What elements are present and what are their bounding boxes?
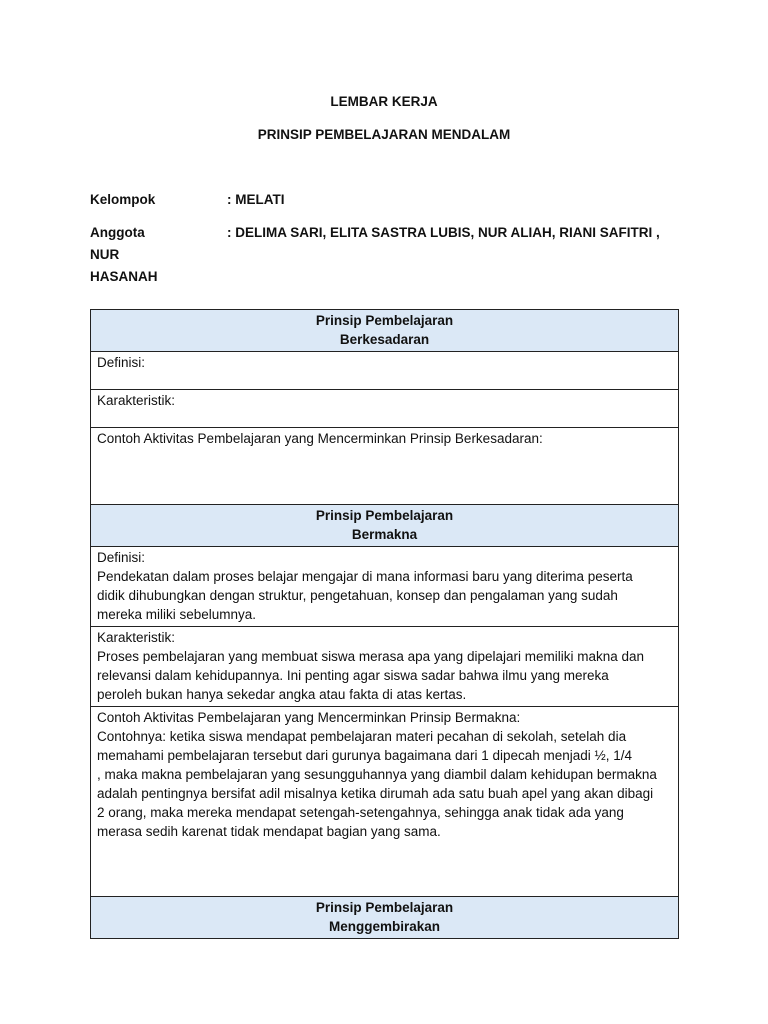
table-row — [91, 310, 679, 352]
contoh-text-line: merasa sedih karenat tidak mendapat bagian yang sama. — [97, 824, 441, 839]
definisi-cell[interactable] — [91, 352, 679, 390]
contoh-text-line: Contohnya: ketika siswa mendapat pembelajaran materi pecahan di sekolah, setelah dia — [97, 729, 627, 744]
section-header-menggembirakan — [91, 897, 679, 939]
anggota-row — [90, 222, 680, 288]
contoh-label: Contoh Aktivitas Pembelajaran yang Mencerminkan Prinsip Berkesadaran: — [97, 431, 543, 446]
karakteristik-label: Karakteristik: — [97, 630, 176, 645]
document-subtitle: PRINSIP PEMBELAJARAN MENDALAM — [257, 127, 511, 142]
karakteristik-text-line: relevansi dalam kehidupannya. Ini penting agar siswa sadar bahwa ilmu yang mereka — [97, 668, 609, 683]
table-row — [91, 352, 679, 390]
definisi-text-line: mereka miliki sebelumnya. — [97, 607, 257, 622]
kelompok-row — [90, 189, 680, 211]
contoh-cell[interactable] — [91, 428, 679, 505]
section-header-berkesadaran — [91, 310, 679, 352]
definisi-text-line: Pendekatan dalam proses belajar mengajar di mana informasi baru yang diterima peserta — [97, 569, 633, 584]
section-header-line: Menggembirakan — [328, 919, 441, 934]
document-title: LEMBAR KERJA — [330, 94, 438, 109]
table-row — [91, 505, 679, 547]
section-header-line: Bermakna — [351, 527, 418, 542]
karakteristik-text-line: Proses pembelajaran yang membuat siswa merasa apa yang dipelajari memiliki makna dan — [97, 649, 645, 664]
anggota-value: : DELIMA SARI, ELITA SASTRA LUBIS, NUR ALIAH, RIANI SAFITRI , NUR — [90, 225, 660, 262]
karakteristik-text-line: peroleh bukan hanya sekedar angka atau fakta di atas kertas. — [97, 687, 467, 702]
contoh-text-line: adalah pentingnya bersifat adil misalnya ketika dirumah ada satu buah apel yang akan dibagi — [97, 786, 654, 801]
table-row — [91, 390, 679, 428]
definisi-cell[interactable] — [91, 547, 679, 627]
contoh-label: Contoh Aktivitas Pembelajaran yang Mencerminkan Prinsip Bermakna: — [97, 710, 521, 725]
table-row — [91, 897, 679, 939]
anggota-label: Anggota — [90, 225, 145, 240]
definisi-label: Definisi: — [97, 550, 146, 565]
table-row — [91, 428, 679, 505]
karakteristik-cell[interactable] — [91, 390, 679, 428]
karakteristik-cell[interactable] — [91, 627, 679, 707]
kelompok-label: Kelompok — [90, 192, 156, 207]
karakteristik-label: Karakteristik: — [97, 393, 176, 408]
table-row — [91, 627, 679, 707]
anggota-value-continued: HASANAH — [90, 269, 158, 284]
contoh-text-line: memahami pembelajaran tersebut dari gurunya bagaimana dari 1 dipecah menjadi ½, 1/4 — [97, 748, 633, 763]
section-header-bermakna — [91, 505, 679, 547]
kelompok-value: : MELATI — [227, 192, 285, 207]
principles-table — [90, 309, 679, 939]
table-row — [91, 707, 679, 897]
definisi-text-line: didik dihubungkan dengan struktur, pengetahuan, konsep dan pengalaman yang sudah — [97, 588, 618, 603]
section-header-line: Prinsip Pembelajaran — [315, 313, 454, 328]
section-header-line: Berkesadaran — [339, 332, 430, 347]
section-header-line: Prinsip Pembelajaran — [315, 900, 454, 915]
contoh-text-line: , maka makna pembelajaran yang sesungguhannya yang diambil dalam kehidupan bermakna — [97, 767, 657, 782]
contoh-cell[interactable] — [91, 707, 679, 897]
contoh-text-line: 2 orang, maka mereka mendapat setengah-setengahnya, sehingga anak tidak ada yang — [97, 805, 624, 820]
section-header-line: Prinsip Pembelajaran — [315, 508, 454, 523]
table-row — [91, 547, 679, 627]
definisi-label: Definisi: — [97, 355, 146, 370]
